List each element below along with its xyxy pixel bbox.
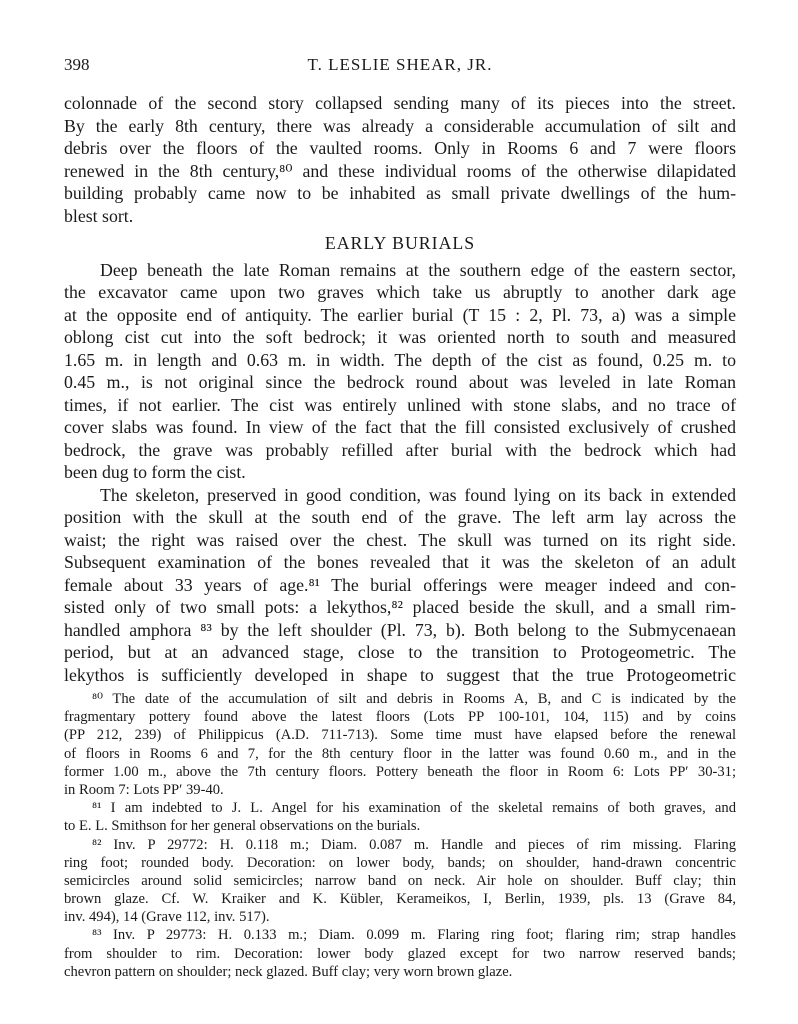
text-line: cover slabs was found. In view of the fact that the fill consisted exclusively of crushed <box>64 417 736 437</box>
text-line: oblong cist cut into the soft bedrock; it was oriented north to south and measured <box>64 327 736 347</box>
text-line: 0.45 m., is not original since the bedrock round about was leveled in late Roman <box>64 372 736 392</box>
text-line: waist; the right was raised over the chest. The skull was turned on its right side. <box>64 529 736 550</box>
page-header <box>64 55 736 79</box>
text-line: colonnade of the second story collapsed sending many of its pieces into the street. <box>64 93 736 113</box>
footnote-line: brown glaze. Cf. W. Kraiker and K. Kübler, Kerameikos, I, Berlin, 1939, pls. 13 (Grave 84, <box>64 891 736 908</box>
footnote-line: (PP 212, 239) of Philippicus (A.D. 711-713). Some time must have elapsed before the renewal <box>64 727 736 744</box>
footnote-80 <box>64 690 736 799</box>
footnote-83 <box>64 926 736 981</box>
footnote-line: in Room 7: Lots PP′ 39-40. <box>64 781 224 798</box>
text-line: 1.65 m. in length and 0.63 m. in width. The depth of the cist as found, 0.25 m. to <box>64 349 736 370</box>
footnote-line: ⁸³ Inv. P 29773: H. 0.133 m.; Diam. 0.099 m. Flaring ring foot; flaring rim; strap handles <box>92 927 736 944</box>
text-line: position with the skull at the south end of the grave. The left arm lay across the <box>64 507 736 527</box>
paragraph-skeleton <box>64 484 736 687</box>
text-line: sisted only of two small pots: a lekythos,⁸² placed beside the skull, and a small rim- <box>64 597 736 617</box>
footnote-line: ⁸² Inv. P 29772: H. 0.118 m.; Diam. 0.087 m. Handle and pieces of rim missing. Flaring <box>92 836 736 853</box>
text-line: bedrock, the grave was probably refilled after burial with the bedrock which had <box>64 439 736 460</box>
running-head: T. LESLIE SHEAR, JR. <box>307 55 493 74</box>
page-number: 398 <box>64 55 90 74</box>
section-heading: EARLY BURIALS <box>324 233 476 253</box>
footnote-line: from shoulder to rim. Decoration: lower body glazed except for two narrow reserved bands; <box>64 945 736 962</box>
text-line: Deep beneath the late Roman remains at the southern edge of the eastern sector, <box>100 259 736 280</box>
text-line: Subsequent examination of the bones revealed that it was the skeleton of an adult <box>64 552 736 572</box>
footnote-line: to E. L. Smithson for her general observations on the burials. <box>64 818 421 835</box>
text-line: building probably came now to be inhabited as small private dwellings of the hum- <box>64 183 736 203</box>
footnote-line: chevron pattern on shoulder; neck glazed. Buff clay; very worn brown glaze. <box>64 963 513 980</box>
text-line: been dug to form the cist. <box>64 462 246 482</box>
footnote-line: semicircles around solid semicircles; narrow band on neck. Air hole on shoulder. Buff clay; thin <box>64 872 736 889</box>
footnote-line: ⁸¹ I am indebted to J. L. Angel for his examination of the skeletal remains of both graves, and <box>92 800 736 817</box>
text-line: handled amphora ⁸³ by the left shoulder (Pl. 73, b). Both belong to the Submycenaean <box>64 619 736 640</box>
footnote-line: ⁸⁰ The date of the accumulation of silt and debris in Rooms A, B, and C is indicated by the <box>92 691 736 707</box>
footnote-line: former 1.00 m., above the 7th century floors. Pottery beneath the floor in Room 6: Lots PP′ 30-31; <box>64 763 736 780</box>
intro-paragraph <box>64 92 736 227</box>
footnote-81 <box>64 799 736 835</box>
text-line: period, but at an advanced stage, close to the transition to Protogeometric. The <box>64 642 736 662</box>
text-line: lekythos is sufficiently developed in shape to suggest that the true Protogeometric <box>64 664 736 685</box>
text-line: times, if not earlier. The cist was entirely unlined with stone slabs, and no trace of <box>64 394 736 415</box>
text-line: By the early 8th century, there was already a considerable accumulation of silt and <box>64 115 736 136</box>
text-line: female about 33 years of age.⁸¹ The burial offerings were meager indeed and con- <box>64 574 736 595</box>
text-line: blest sort. <box>64 205 134 226</box>
paragraph-grave-description <box>64 259 736 484</box>
text-line: the excavator came upon two graves which take us abruptly to another dark age <box>64 282 736 302</box>
main-text <box>64 92 736 686</box>
footnote-line: ring foot; rounded body. Decoration: on lower body, bands; on shoulder, hand-drawn concentric <box>64 854 736 871</box>
footnote-line: inv. 494), 14 (Grave 112, inv. 517). <box>64 909 270 926</box>
text-line: The skeleton, preserved in good condition, was found lying on its back in extended <box>100 484 736 505</box>
footnotes <box>64 690 736 981</box>
footnote-line: fragmentary pottery found above the latest floors (Lots PP 100-101, 104, 115) and by coins <box>64 709 736 726</box>
text-line: renewed in the 8th century,⁸⁰ and these individual rooms of the otherwise dilapidated <box>64 160 736 181</box>
footnote-line: of floors in Rooms 6 and 7, for the 8th century floor in the latter was found 0.60 m., and in the <box>64 745 736 762</box>
footnote-82 <box>64 836 736 927</box>
text-line: debris over the floors of the vaulted rooms. Only in Rooms 6 and 7 were floors <box>64 138 736 158</box>
text-line: at the opposite end of antiquity. The earlier burial (T 15 : 2, Pl. 73, a) was a simple <box>64 304 736 325</box>
